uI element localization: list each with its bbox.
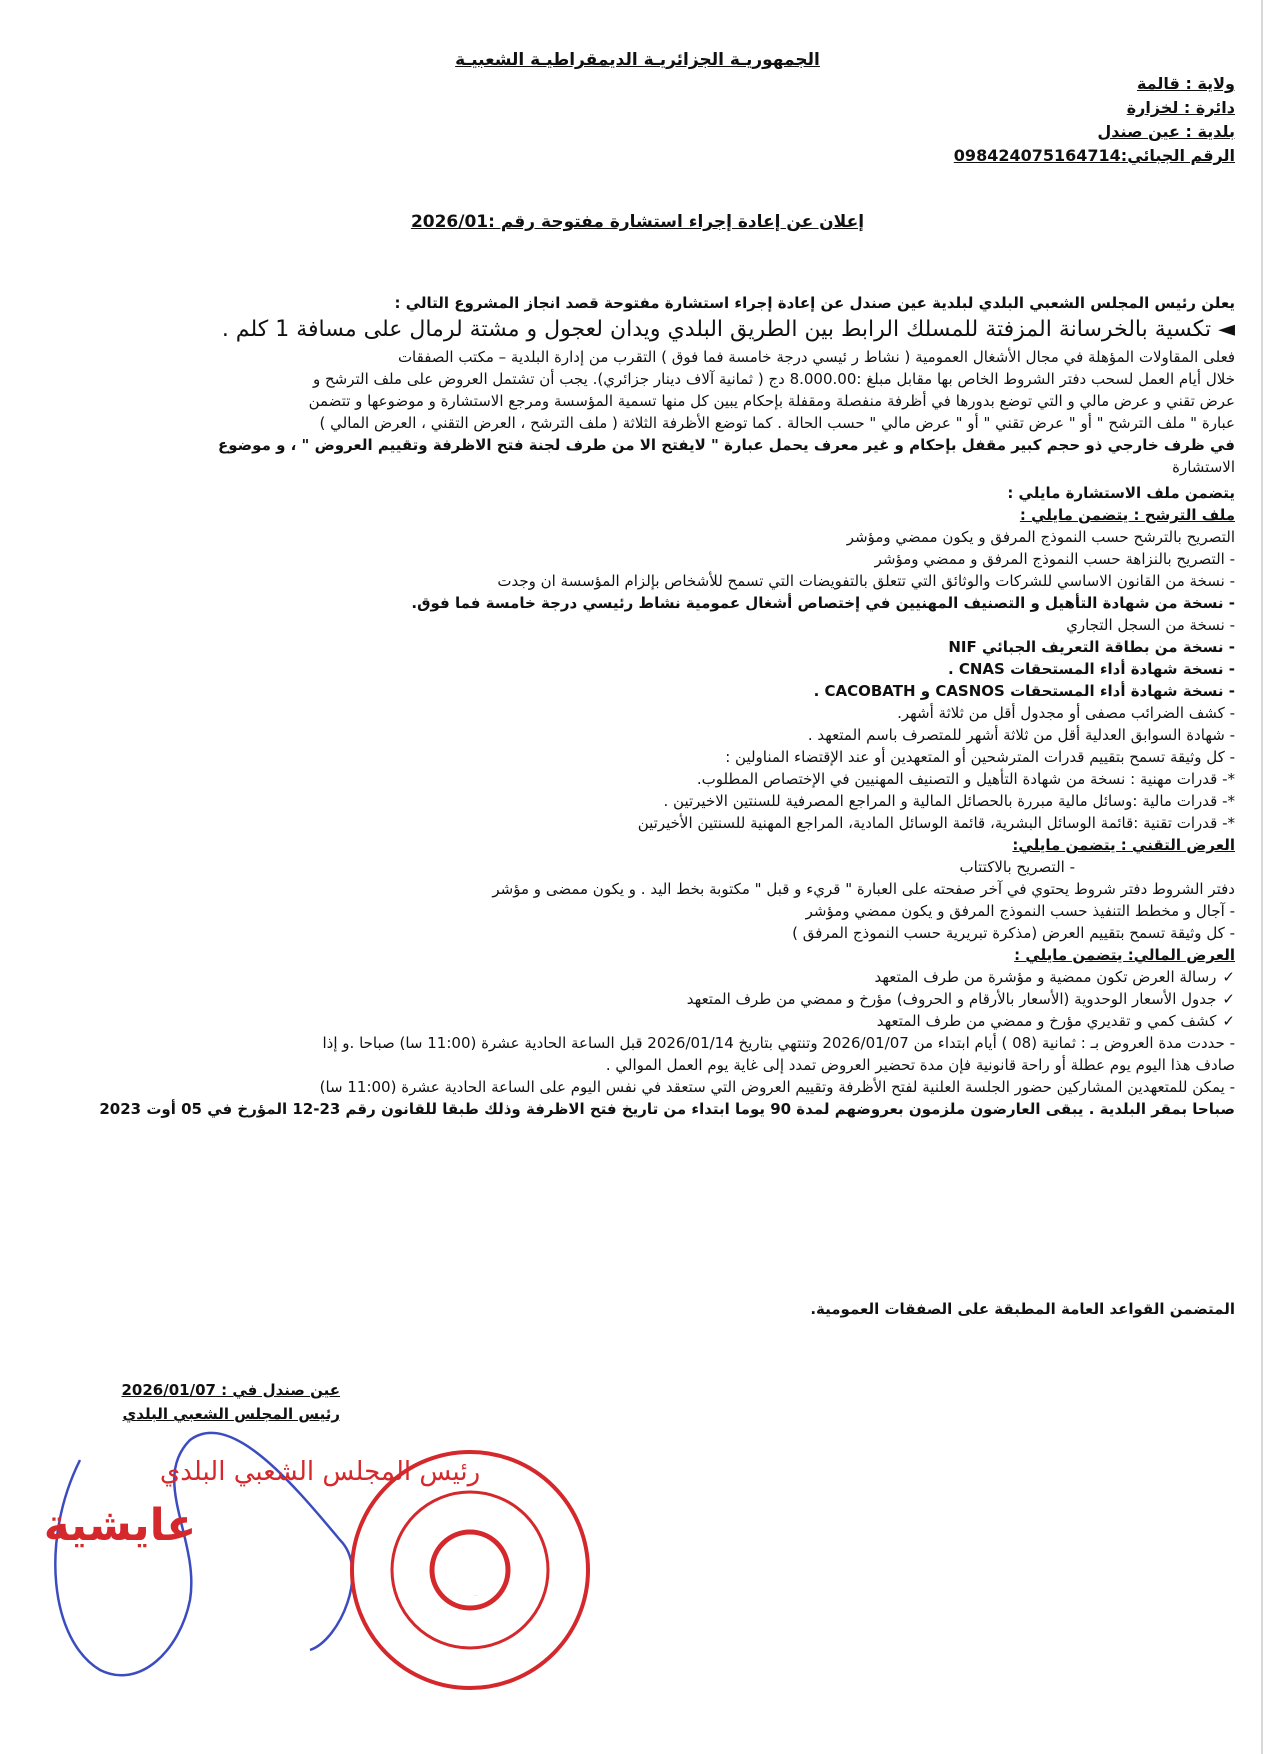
list-item: - كل وثيقة تسمح بتقييم العرض (مذكرة تبريرية حسب النموذج المرفق ) (792, 924, 1235, 942)
intro-paragraph-2: خلال أيام العمل لسحب دفتر الشروط الخاص بها مقابل مبلغ :8.000.00 دج ( ثمانية آلاف دينار جزائري). يجب أن تشتمل العروض على ملف الترشح و (312, 370, 1235, 388)
list-item: - نسخة من القانون الاساسي للشركات والوثائق التي تتعلق بالتفويضات التي تسمح للأشخاص بإلزام المؤسسة ان وجدت (497, 572, 1235, 590)
scan-edge-line (1261, 0, 1263, 1754)
financial-list (50, 966, 1235, 1032)
intro-line: يعلن رئيس المجلس الشعبي البلدي لبلدية عين صندل عن إعادة إجراء استشارة مفتوحة قصد انجاز المشروع التالي : (394, 294, 1235, 312)
intro-paragraph-3: عرض تقني و عرض مالي و التي توضع بدورها في أظرفة منفصلة ومقفلة بإحكام يبين كل منها تسمية المؤسسة ومرجع الاستشارة و موضوعها و تتضمن (308, 392, 1235, 410)
deadline-line-1: - حددت مدة العروض بـ : ثمانية (08 ) أيام ابتداء من 2026/01/07 وتنتهي بتاريخ 2026/01/14 قبل الساعة الحادية عشرة (11:00 سا) صباحا .و إذا (322, 1034, 1235, 1052)
stamp-crescent-icon (446, 1548, 486, 1596)
wilaya-line: ولاية : قالمة (1136, 74, 1235, 93)
place-date: عين صندل في : 2026/01/07 (121, 1381, 340, 1399)
republic-header: الجمهوريـة الجزائريـة الديمقراطيـة الشعبيـة (455, 50, 820, 70)
list-item: - نسخة شهادة أداء المستحقات CNAS . (947, 660, 1235, 678)
file-contents-heading: يتضمن ملف الاستشارة مايلي : (1007, 484, 1235, 502)
announcement-body (50, 292, 1235, 1120)
intro-paragraph-6: الاستشارة (1172, 458, 1235, 476)
deadline-line-3: - يمكن للمتعهدين المشاركين حضور الجلسة العلنية لفتح الأظرفة وتقييم العروض التي ستعقد في نفس اليوم على الساعة الحادية عشرة (11:00 سا) (319, 1078, 1235, 1096)
list-item: - التصريح بالنزاهة حسب النموذج المرفق و ممضي ومؤشر (874, 550, 1235, 568)
stamp-name: عايشية (43, 1500, 197, 1551)
list-item: - نسخة من بطاقة التعريف الجبائي NIF (948, 638, 1235, 656)
announcement-title: إعلان عن إعادة إجراء استشارة مفتوحة رقم :2026/01 (410, 212, 865, 232)
list-item: ✓ جدول الأسعار الوحدوية (الأسعار بالأرقام و الحروف) مؤرخ و ممضي من طرف المتعهد (50, 988, 1235, 1010)
deadline-line-4: صباحا بمقر البلدية . يبقى العارضون ملزمون بعروضهم لمدة 90 يوما ابتداء من تاريخ فتح الاظرفة وذلك طبقا للقانون رقم 23-12 المؤرخ في 05 أوت 2023 (99, 1100, 1235, 1118)
deadline-line-2: صادف هذا اليوم يوم عطلة أو راحة قانونية فإن مدة تحضير العروض تمدد إلى غاية يوم العمل الموالي . (605, 1056, 1235, 1074)
list-item: ✓ كشف كمي و تقديري مؤرخ و ممضي من طرف المتعهد (50, 1010, 1235, 1032)
list-item: *- قدرات مهنية : نسخة من شهادة التأهيل و التصنيف المهنيين في الإختصاص المطلوب. (696, 770, 1235, 788)
list-item: - شهادة السوابق العدلية أقل من ثلاثة أشهر للمتصرف باسم المتعهد . (807, 726, 1235, 744)
list-item: - كل وثيقة تسمح بتقييم قدرات المترشحين أو المتعهدين أو عند الإقتضاء المناولين : (725, 748, 1235, 766)
list-item: ✓ رسالة العرض تكون ممضية و مؤشرة من طرف المتعهد (50, 966, 1235, 988)
list-item: *- قدرات مالية :وسائل مالية مبررة بالحصائل المالية و المراجع المصرفية للسنتين الاخيرتين . (663, 792, 1235, 810)
list-item: دفتر الشروط دفتر شروط يحتوي في آخر صفحته على العبارة " قريء و قبل " مكتوبة بخط اليد . و يكون ممضى و مؤشر (492, 880, 1235, 898)
intro-paragraph-5: في ظرف خارجي ذو حجم كبير مقفل بإحكام و غير معرف يحمل عبارة " لايفتح الا من طرف لجنة فتح الاظرفة وتقييم العروض " ، و موضوع (218, 436, 1235, 454)
stamp-circle-outer (352, 1452, 588, 1688)
administrative-header (954, 72, 1235, 168)
stamp-and-signature (40, 1420, 600, 1720)
list-item: - نسخة من السجل التجاري (1066, 616, 1235, 634)
candidacy-heading: ملف الترشح : يتضمن مايلي : (1019, 506, 1235, 524)
closing-line: المتضمن القواعد العامة المطبقة على الصفقات العمومية. (810, 1300, 1235, 1318)
list-item: - نسخة شهادة أداء المستحقات CASNOS و CACOBATH . (813, 682, 1235, 700)
signatory-title: رئيس المجلس الشعبي البلدي (122, 1405, 340, 1423)
list-item: *- قدرات تقنية :قائمة الوسائل البشرية، قائمة الوسائل المادية، المراجع المهنية للسنتين الأخيرتين (637, 814, 1235, 832)
financial-offer-heading: العرض المالي: يتضمن مايلي : (1014, 946, 1235, 964)
intro-paragraph-1: فعلى المقاولات المؤهلة في مجال الأشغال العمومية ( نشاط ر ئيسي درجة خامسة فما فوق ) التقرب من إدارة البلدية – مكتب الصفقات (397, 348, 1235, 366)
list-item: - كشف الضرائب مصفى أو مجدول أقل من ثلاثة أشهر. (897, 704, 1235, 722)
stamp-emblem (432, 1532, 508, 1608)
list-item: - نسخة من شهادة التأهيل و التصنيف المهنيين في إختصاص أشغال عمومية نشاط رئيسي درجة خامسة فما فوق. (411, 594, 1235, 612)
list-item: - التصريح بالاكتتاب (959, 858, 1075, 876)
project-line: ◄ تكسية بالخرسانة المزفتة للمسلك الرابط بين الطريق البلدي ويدان لعجول و مشتة لرمال على مسافة 1 كلم . (221, 317, 1235, 342)
signature-block (90, 1378, 340, 1426)
intro-paragraph-4: عبارة " ملف الترشح " أو " عرض تقني " أو " عرض مالي " حسب الحالة . كما توضع الأظرفة الثلاثة ( ملف الترشح ، العرض التقني ، العرض المالي ) (319, 414, 1235, 432)
daira-line: دائرة : لخزارة (1126, 98, 1235, 117)
tax-id-line: الرقم الجبائي:098424075164714 (953, 146, 1235, 165)
list-item: التصريح بالترشح حسب النموذج المرفق و يكون ممضي ومؤشر (846, 528, 1235, 546)
candidacy-list (50, 526, 1235, 834)
commune-line: بلدية : عين صندل (1097, 122, 1235, 141)
technical-offer-heading: العرض التقني : يتضمن مايلي: (1012, 836, 1235, 854)
stamp-circle-inner (392, 1492, 548, 1648)
technical-list (50, 856, 1235, 944)
deadlines (50, 1032, 1235, 1120)
stamp-title: رئيس المجلس الشعبي البلدي (159, 1457, 481, 1487)
list-item: - آجال و مخطط التنفيذ حسب النموذج المرفق و يكون ممضي ومؤشر (805, 902, 1235, 920)
